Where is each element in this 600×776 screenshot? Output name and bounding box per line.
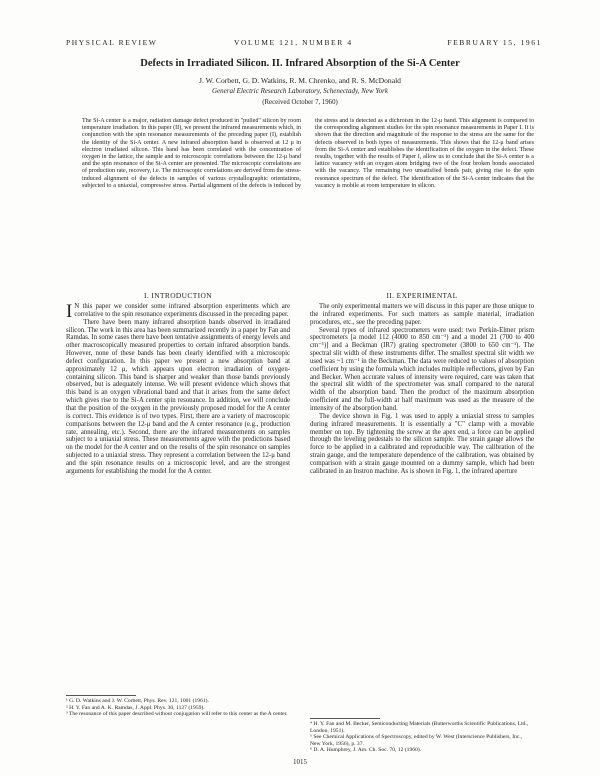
received-date: (Received October 7, 1960) [262,99,338,106]
volume-number: VOLUME 121, NUMBER 4 [234,38,353,47]
running-header [66,38,542,52]
abstract: The Si-A center is a major, radiation damage defect produced in "pulled" silicon by room temperature irradiation. In this paper (II), we present the infrared measurements which, in conjunction with the spin resonance measurements of the preceding paper (I), establish the identity of the Si-A center. A new infrared absorption band is observed at 12 μ in electron irradiated silicon. This band has been correlated with the concentration of oxygen in the lattice, the sample and to microscopic correlations between the 12-μ band and the spin resonance of the Si-A center are presented. The microscopic correlations are of production rate, recovery, i.e. The microscopic correlations are derived from the stress-induced alignment of the defects in samples of various crystallographic orientations, subjected to a uniaxial, compressive stress. Partial alignment of the defects is induced by the stress and is detected as a dichroism in the 12-μ band. This alignment is compared to the corresponding alignment studies for the spin resonance measurements in Paper I. It is shown that the direction and magnitude of the response to the stress are the same for the defects observed in both types of measurements. This shows that the 12-μ band arises from the Si-A center and establishes the identification of the oxygen in the defect. These results, together with the results of Paper I, allow us to conclude that the Si-A center is a lattice vacancy with an oxygen atom bridging two of the four broken bonds associated with the vacancy. The remaining two unsatisfied bonds pair, giving rise to the spin resonance spectrum of the defect. The identification of the Si-A center indicates that the vacancy is mobile at room temperature in silicon. [82,118,534,189]
journal-name: PHYSICAL REVIEW [66,38,158,47]
right-column [310,303,534,715]
footnotes-right [310,721,534,755]
section-heading-introduction: I. INTRODUCTION [144,291,212,300]
page-number: 1015 [293,758,307,766]
footnote: ⁵ See Chemical Applications of Spectroscopy, edited by W. West (Interscience Publishers, Inc., New York, 1956), p. 37. [310,734,523,747]
issue-date: FEBRUARY 15, 1961 [447,38,542,47]
footnotes-left [66,698,290,738]
footnote: ³ The resonance of this paper described without conjugation will refer to this center as the A center. [66,711,288,717]
footnote-rule-left [66,695,136,696]
footnote: ¹ G. D. Watkins and J. W. Corbett, Phys. Rev. 121, 1001 (1961). [66,698,209,704]
footnote: ² H. Y. Fan and A. K. Ramdas, J. Appl. Phys. 30, 1127 (1959). [66,704,205,711]
section-heading-experimental: II. EXPERIMENTAL [386,291,458,300]
left-column [66,303,290,691]
author-list: J. W. Corbett, G. D. Watkins, R. M. Chrenko, and R. S. McDonald [199,76,401,85]
paper-title: Defects in Irradiated Silicon. II. Infrared Absorption of the Si-A Center [140,58,460,69]
experimental-paragraph-2: Several types of infrared spectrometers were used: two Perkin-Elmer prism spectrometers [a model 112 (4000 to 850 cm⁻¹) and a model 21 (700 to 400 cm⁻¹)] and a Beckman (IR7) grating spectrometer (3800 to 650 cm⁻¹). The spectral slit width of these instruments differ. The smallest spectral slit width we used was ~1 cm⁻¹ in the Beckman. The data were reduced to values of absorption coefficient by using the formula which includes multiple reflections, given by Fan and Becker. When accurate values of intensity were required, care was taken that the spectral slit width of the spectrometer was small compared to the natural width of the absorption band. Then the product of the maximum absorption coefficient and the full-width at half maximum was used as the measure of the intensity of the absorption band. [310,326,534,412]
footnote-rule-right [310,718,380,719]
intro-paragraph-2: There have been many infrared absorption bands observed in irradiated silicon. The work in this area has been summarized recently in a paper by Fan and Ramdas. In some cases there have been tentative assignments of energy levels and other macroscopically measured properties to certain infrared absorption bands. However, none of these bands has been clearly identified with a microscopic defect configuration. In this paper we present a new absorption band at approximately 12 μ, which appears upon electron irradiation of oxygen-containing silicon. This band is sharper and weaker than those bands previously observed, but is adequately intense. We will present evidence which shows that this band is an oxygen vibrational band and that it arises from the same defect which gives rise to the Si-A center spin resonance. In addition, we will conclude that the position of the oxygen in the previously proposed model for the A center is correct. This evidence is of two types. First, there are a variety of macroscopic comparisons between the 12-μ band and the A center resonance (e.g., production rate, annealing, etc.). Second, there are the infrared measurements on samples subject to a uniaxial stress. These measurements agree with the predictions based on the model for the A center and on the results of the spin resonance on samples subjected to a uniaxial stress. They represent a correlation between the 12-μ band and the spin resonance results on a microscopic level, and are the strongest arguments for establishing the model for the A center. [66,318,290,475]
footnote: ⁶ D. A. Humphrey, J. Am. Ch. Soc. 70, 12 (1960). [310,747,422,753]
affiliation: General Electric Research Laboratory, Schenectady, New York [211,87,388,95]
drop-cap: I [66,303,73,322]
footnote: ⁴ H. Y. Fan and M. Becker, Semiconducting Materials (Butterworths Scientific Publications, Ltd., London, 1951). [310,721,529,734]
intro-paragraph: I N this paper we consider some infrared absorption experiments which are correlative to the spin resonance experiments discussed in the preceding paper. [66,303,290,322]
experimental-paragraph-3: The device shown in Fig. 1 was used to apply a uniaxial stress to samples during infrared measurements. It is essentially a "C" clamp with a movable member on top. By tightening the screw at the apex end, a force can be applied through the leveling pedestals to the silicon sample. The strain gauge allows the force to be applied in a calibrated and reproducible way. The calibration of the strain gauge, and the temperature dependence of the calibration, was obtained by comparison with a strain gauge mounted on a dummy sample, which had been calibrated in an Instron machine. As is shown in Fig. 1, the infrared aperture [310,412,534,475]
experimental-paragraph-1: The only experimental matters we will discuss in this paper are those unique to the infrared experiments. For such matters as sample material, irradiation procedures, etc., see the preceding paper. [310,303,534,326]
